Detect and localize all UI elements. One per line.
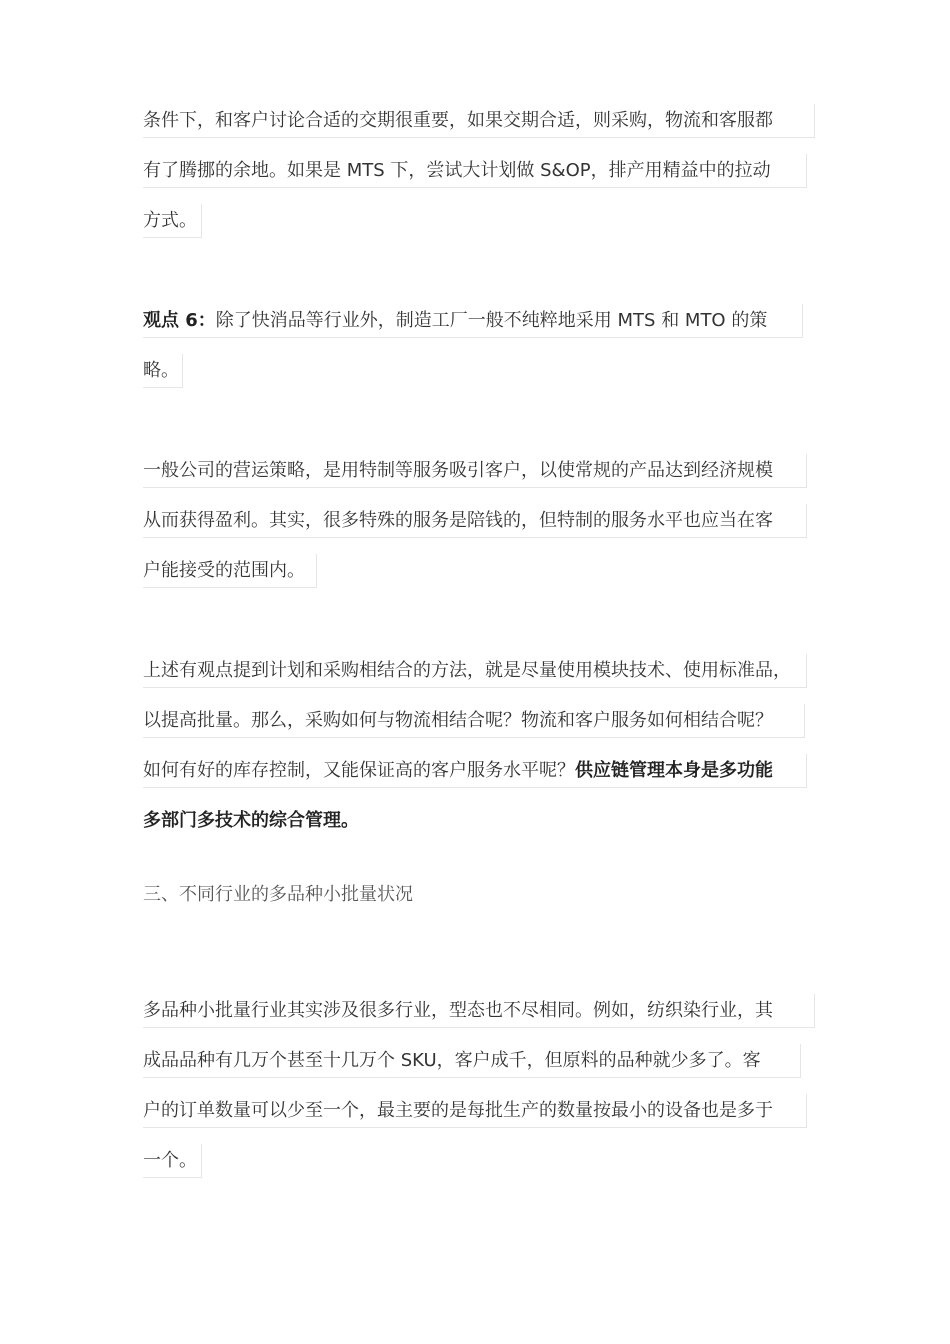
emphasis-text: 供应链管理本身是多功能	[575, 760, 773, 781]
paragraph-text: 一个。	[143, 1150, 197, 1171]
paragraph-line	[143, 154, 807, 188]
section-heading: 三、不同行业的多品种小批量状况	[143, 884, 413, 905]
paragraph-text: 多品种小批量行业其实涉及很多行业，型态也不尽相同。例如，纺织染行业，其	[143, 1000, 773, 1021]
paragraph-line	[143, 204, 202, 238]
paragraph-line	[143, 654, 807, 688]
paragraph-line	[143, 994, 815, 1028]
paragraph-text: 如何有好的库存控制，又能保证高的客户服务水平呢？	[143, 760, 575, 781]
paragraph-text: 户的订单数量可以少至一个，最主要的是每批生产的数量按最小的设备也是多于	[143, 1100, 773, 1121]
paragraph-text: 除了快消品等行业外，制造工厂一般不纯粹地采用 MTS 和 MTO 的策	[215, 310, 768, 331]
emphasis-text: 多部门多技术的综合管理。	[143, 810, 359, 831]
paragraph-line	[143, 354, 183, 388]
paragraph-line	[143, 1094, 807, 1128]
paragraph-line	[143, 504, 807, 538]
paragraph-line	[143, 754, 807, 788]
paragraph-line	[143, 454, 807, 488]
paragraph-line	[143, 704, 805, 738]
paragraph-text: 方式。	[143, 210, 197, 231]
paragraph-text: 以提高批量。那么，采购如何与物流相结合呢？物流和客户服务如何相结合呢？	[143, 710, 773, 731]
paragraph-text: 从而获得盈利。其实，很多特殊的服务是陪钱的，但特制的服务水平也应当在客	[143, 510, 773, 531]
paragraph-line	[143, 554, 317, 588]
paragraph-text: 成品品种有几万个甚至十几万个 SKU，客户成千，但原料的品种就少多了。客	[143, 1050, 761, 1071]
paragraph-text: 有了腾挪的余地。如果是 MTS 下，尝试大计划做 S&OP，排产用精益中的拉动	[143, 160, 771, 181]
paragraph-text: 户能接受的范围内。	[143, 560, 305, 581]
paragraph-line	[143, 804, 365, 838]
paragraph-line	[143, 1044, 801, 1078]
paragraph-line	[143, 1144, 202, 1178]
paragraph-line	[143, 304, 803, 338]
paragraph-line	[143, 104, 815, 138]
viewpoint-label: 观点 6：	[143, 310, 216, 331]
paragraph-text: 上述有观点提到计划和采购相结合的方法，就是尽量使用模块技术、使用标准品，	[143, 660, 791, 681]
paragraph-text: 略。	[143, 360, 179, 381]
paragraph-text: 一般公司的营运策略，是用特制等服务吸引客户，以使常规的产品达到经济规模	[143, 460, 773, 481]
paragraph-text: 条件下，和客户讨论合适的交期很重要，如果交期合适，则采购，物流和客服都	[143, 110, 773, 131]
